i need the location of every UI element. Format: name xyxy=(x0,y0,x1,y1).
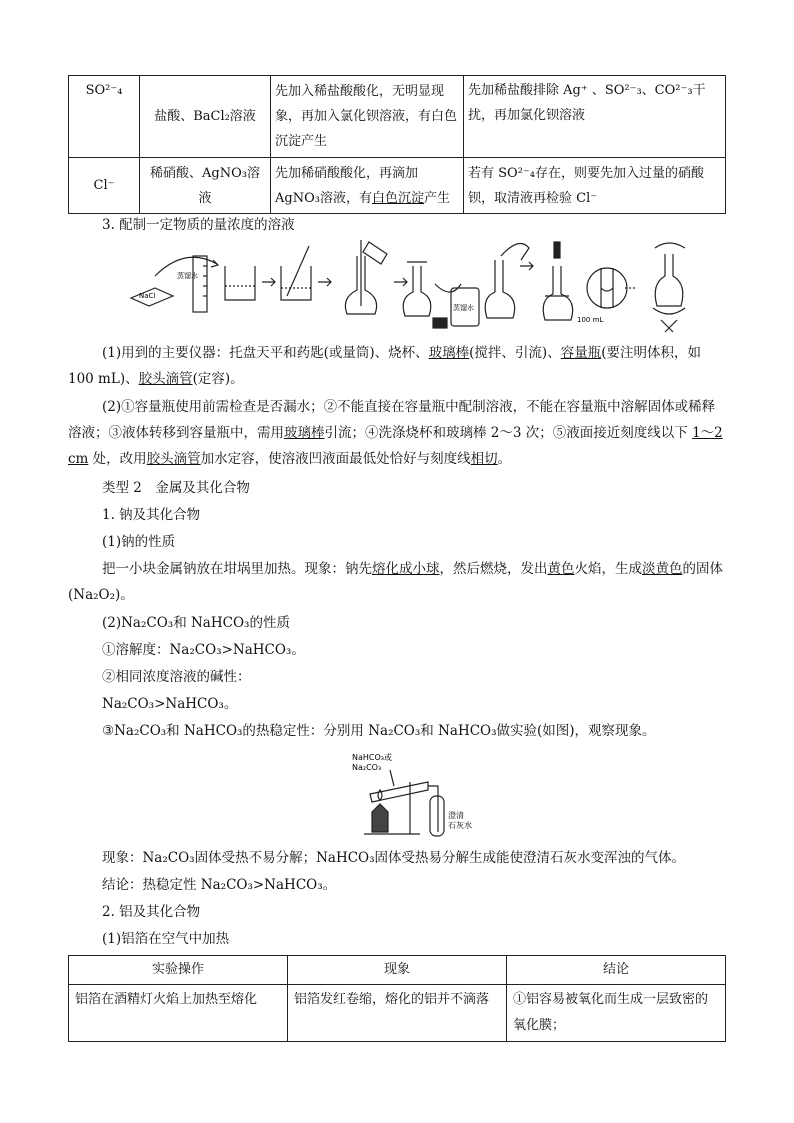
limewater-label-1: 澄清 xyxy=(448,811,464,820)
note-cell: 若有 SO²⁻₄存在，则要先加入过量的硝酸钡，取清液再检验 Cl⁻ xyxy=(464,158,726,214)
underlined-term: 玻璃棒 xyxy=(428,345,470,361)
solubility-line: ①溶解度：Na₂CO₃>NaHCO₃。 xyxy=(102,642,305,658)
header-cell: 现象 xyxy=(288,956,507,985)
note-cell: 先加稀盐酸排除 Ag⁺ 、SO²⁻₃、CO²⁻₃干扰，再加氯化钡溶液 xyxy=(464,76,726,158)
beaker-stir-icon xyxy=(281,266,311,300)
basicity-line: ②相同浓度溶液的碱性： xyxy=(102,669,251,685)
water-label: 蒸馏水 xyxy=(177,272,198,280)
underlined-term: 胶头滴管 xyxy=(146,451,201,467)
section-heading: 2. 铝及其化合物 xyxy=(102,904,201,920)
underlined-term: 淡黄色 xyxy=(642,561,683,577)
text: 把一小块金属钠放在坩埚里加热。现象：钠先 xyxy=(102,561,372,577)
underlined-term: 熔化成小球 xyxy=(372,561,440,577)
section-heading: 3. 配制一定物质的量浓度的溶液 xyxy=(102,217,295,233)
method-cell xyxy=(271,158,464,214)
text: 的固体(Na₂O₂)。 xyxy=(68,561,723,603)
paragraph-sodium xyxy=(68,556,728,608)
underlined-term: 黄色 xyxy=(547,561,575,577)
method-cell: 先加入稀盐酸酸化，无明显现象，再加入氯化钡溶液，有白色沉淀产生 xyxy=(271,76,464,158)
text: 火焰，生成 xyxy=(574,561,642,577)
flask-shake-icon xyxy=(403,266,431,316)
underlined-term: 1～2 cm xyxy=(68,425,723,467)
underlined-term: 容量瓶 xyxy=(560,345,602,361)
underlined-term: 玻璃棒 xyxy=(284,425,325,441)
text: (2)①容量瓶使用前需检查是否漏水；②不能直接在容量瓶中配制溶液，不能在容量瓶中溶解固体或稀释溶液；③液体转移到容量瓶中，需用 xyxy=(68,399,716,441)
receiver-tube-icon xyxy=(430,796,444,836)
volume-label: 100 mL xyxy=(577,316,604,324)
aluminum-table xyxy=(68,955,726,1042)
text: (要注明体积，如 100 mL)、 xyxy=(68,345,701,387)
ion-cell: Cl⁻ xyxy=(69,158,140,214)
beaker-icon xyxy=(225,266,255,300)
phenomenon-cell: 铝箔发红卷缩，熔化的铝并不滴落 xyxy=(288,985,507,1042)
header-cell: 结论 xyxy=(507,956,726,985)
invert-flask-icon xyxy=(655,254,683,306)
text: (1)用到的主要仪器：托盘天平和药匙(或量筒)、烧杯、 xyxy=(102,345,429,361)
method-text: 先加稀硝酸酸化，再滴加 AgNO₃溶液，有 xyxy=(275,165,419,206)
method-underlined: 白色沉淀 xyxy=(371,190,424,206)
bottle-label: 蒸馏水 xyxy=(453,304,474,312)
subsection-heading: (1)铝箔在空气中加热 xyxy=(102,931,230,947)
cylinder-icon xyxy=(193,256,207,312)
flask-fill-icon xyxy=(485,260,514,318)
text: 加水定容，使溶液凹液面最低处恰好与刻度线 xyxy=(200,451,471,467)
meniscus-magnifier-icon xyxy=(587,268,627,308)
text: 。 xyxy=(497,451,512,467)
reagent-cell: 盐酸、BaCl₂溶液 xyxy=(140,76,271,158)
paragraph-notes xyxy=(68,394,728,472)
subsection-heading: (2)Na₂CO₃和 NaHCO₃的性质 xyxy=(102,615,290,631)
header-cell: 实验操作 xyxy=(69,956,288,985)
table-row xyxy=(69,985,726,1042)
section-heading: 1. 钠及其化合物 xyxy=(102,507,201,523)
tube-label-2: Na₂CO₃ xyxy=(352,763,382,772)
ion-cell: SO²⁻₄ xyxy=(69,76,140,158)
alcohol-lamp-icon xyxy=(372,804,388,832)
type-heading: 类型 2 金属及其化合物 xyxy=(102,480,250,496)
text: 处，改用 xyxy=(88,451,147,467)
table-header-row xyxy=(69,956,726,985)
limewater-label-2: 石灰水 xyxy=(448,821,472,830)
table-row xyxy=(69,158,726,214)
conclusion-cell: ①铝容易被氧化而生成一层致密的氧化膜； xyxy=(507,985,726,1042)
method-text: 产生 xyxy=(423,190,450,206)
text: ，然后燃烧，发出 xyxy=(439,561,548,577)
tube-label-1: NaHCO₃或 xyxy=(352,753,392,762)
dropper-flask-icon xyxy=(543,266,572,320)
solution-preparation-figure xyxy=(125,236,715,336)
subsection-heading: (1)钠的性质 xyxy=(102,534,176,550)
text: (搅拌、引流)、 xyxy=(469,345,561,361)
underlined-term: 相切 xyxy=(470,451,498,467)
table-row xyxy=(69,76,726,158)
text: 引流；④洗涤烧杯和玻璃棒 2～3 次；⑤液面接近刻度线以下 xyxy=(324,425,693,441)
underlined-term: 胶头滴管 xyxy=(138,371,193,387)
thermal-stability-figure xyxy=(350,752,480,840)
conclusion-line: 结论：热稳定性 Na₂CO₃>NaHCO₃。 xyxy=(102,877,337,893)
paragraph-instruments xyxy=(68,340,728,392)
ion-test-table xyxy=(68,75,726,214)
reagent-cell: 稀硝酸、AgNO₃溶液 xyxy=(140,158,271,214)
phenomenon-line: 现象：Na₂CO₃固体受热不易分解；NaHCO₃固体受热易分解生成能使澄清石灰水变浑浊的气体。 xyxy=(102,850,686,866)
basicity-value: Na₂CO₃>NaHCO₃。 xyxy=(102,696,238,712)
text: (定容)。 xyxy=(192,371,244,387)
nacl-label: NaCl xyxy=(139,292,156,300)
thermal-line: ③Na₂CO₃和 NaHCO₃的热稳定性：分别用 Na₂CO₃和 NaHCO₃做实验(如图)，观察现象。 xyxy=(102,723,656,739)
operation-cell: 铝箔在酒精灯火焰上加热至熔化 xyxy=(69,985,288,1042)
